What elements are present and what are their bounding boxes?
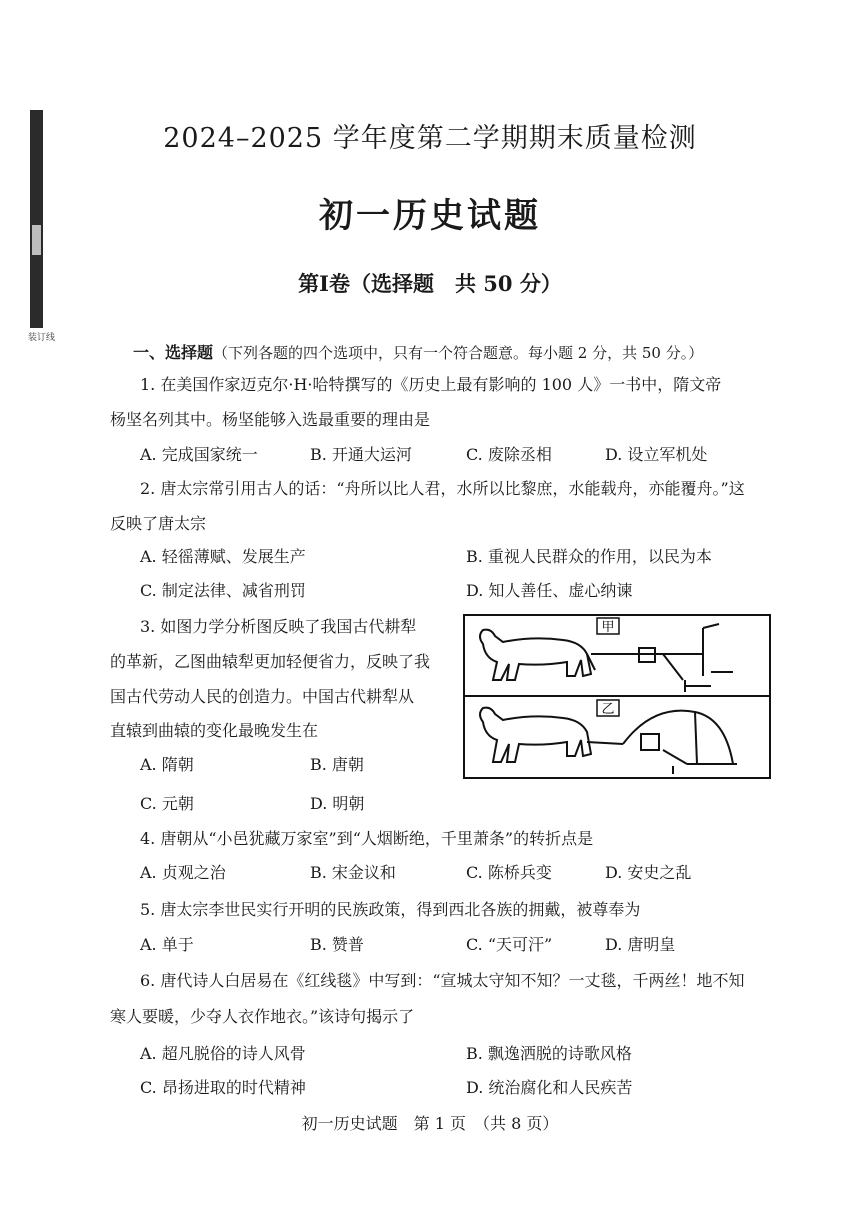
panel-label-top: 甲 (601, 620, 615, 635)
q6-option-d: D. 统治腐化和人民疾苦 (466, 1078, 633, 1097)
plow-force-diagram (463, 614, 771, 779)
q1-stem-line-2: 杨坚名列其中。杨坚能够入选最重要的理由是 (110, 410, 431, 429)
q3-stem-line-2: 的革新，乙图曲辕犁更加轻便省力，反映了我 (110, 652, 431, 671)
q1-stem-line-1: 1. 在美国作家迈克尔·H·哈特撰写的《历史上最有影响的 100 人》一书中，隋文帝 (140, 375, 722, 394)
q4-option-d: D. 安史之乱 (605, 863, 692, 882)
q1-option-d: D. 设立军机处 (605, 445, 708, 464)
q5-option-c: C. “天可汗” (466, 935, 553, 954)
q2-option-b: B. 重视人民群众的作用，以民为本 (466, 547, 712, 566)
q1-option-b: B. 开通大运河 (310, 445, 412, 464)
q3-stem-line-1: 3. 如图力学分析图反映了我国古代耕犁 (140, 617, 417, 636)
q2-option-c: C. 制定法律、减省刑罚 (140, 581, 306, 600)
q2-option-a: A. 轻徭薄赋、发展生产 (140, 547, 306, 566)
subject-title: 初一历史试题 (319, 196, 541, 236)
q4-option-b: B. 宋金议和 (310, 863, 396, 882)
q5-stem-line-1: 5. 唐太宗李世民实行开明的民族政策，得到西北各族的拥戴，被尊奉为 (140, 900, 641, 919)
q3-stem-line-3: 国古代劳动人民的创造力。中国古代耕犁从 (110, 687, 415, 706)
q3-option-b: B. 唐朝 (310, 755, 364, 774)
q2-option-d: D. 知人善任、虚心纳谏 (466, 581, 633, 600)
binding-mark: 装订线 (28, 333, 56, 343)
q2-stem-line-1: 2. 唐太宗常引用古人的话：“舟所以比人君，水所以比黎庶，水能载舟，亦能覆舟。”这 (140, 479, 745, 498)
exam-title: 2024–2025 学年度第二学期期末质量检测 (163, 123, 697, 154)
section-heading-line (133, 340, 703, 363)
q5-option-d: D. 唐明皇 (605, 935, 676, 954)
q3-option-d: D. 明朝 (310, 794, 365, 813)
q6-stem-line-1: 6. 唐代诗人白居易在《红线毯》中写到：“宣城太守知不知？一丈毯，千两丝！地不知 (140, 971, 745, 990)
q6-stem-line-2: 寒人要暖，少夺人衣作地衣。”该诗句揭示了 (110, 1007, 415, 1026)
q6-option-a: A. 超凡脱俗的诗人风骨 (140, 1044, 306, 1063)
q4-option-c: C. 陈桥兵变 (466, 863, 552, 882)
q2-stem-line-2: 反映了唐太宗 (110, 514, 207, 533)
q3-option-a: A. 隋朝 (140, 755, 194, 774)
q5-option-b: B. 赞普 (310, 935, 364, 954)
q4-stem-line-1: 4. 唐朝从“小邑犹藏万家室”到“人烟断绝，千里萧条”的转折点是 (140, 829, 594, 848)
panel-label-bottom: 乙 (601, 702, 615, 717)
section-instruction: （下列各题的四个选项中，只有一个符合题意。每小题 2 分，共 50 分。） (213, 344, 704, 362)
q6-option-c: C. 昂扬进取的时代精神 (140, 1078, 306, 1097)
q4-option-a: A. 贞观之治 (140, 863, 226, 882)
page-footer: 初一历史试题 第 1 页 （共 8 页） (301, 1114, 559, 1133)
q1-option-a: A. 完成国家统一 (140, 445, 258, 464)
q6-option-b: B. 飘逸洒脱的诗歌风格 (466, 1044, 632, 1063)
q5-option-a: A. 单于 (140, 935, 194, 954)
section-heading: 一、选择题 (133, 343, 214, 362)
q1-option-c: C. 废除丞相 (466, 445, 552, 464)
q3-option-c: C. 元朝 (140, 794, 194, 813)
volume-title: 第Ⅰ卷（选择题 共 50 分） (298, 271, 562, 296)
q3-stem-line-4: 直辕到曲辕的变化最晚发生在 (110, 721, 319, 740)
